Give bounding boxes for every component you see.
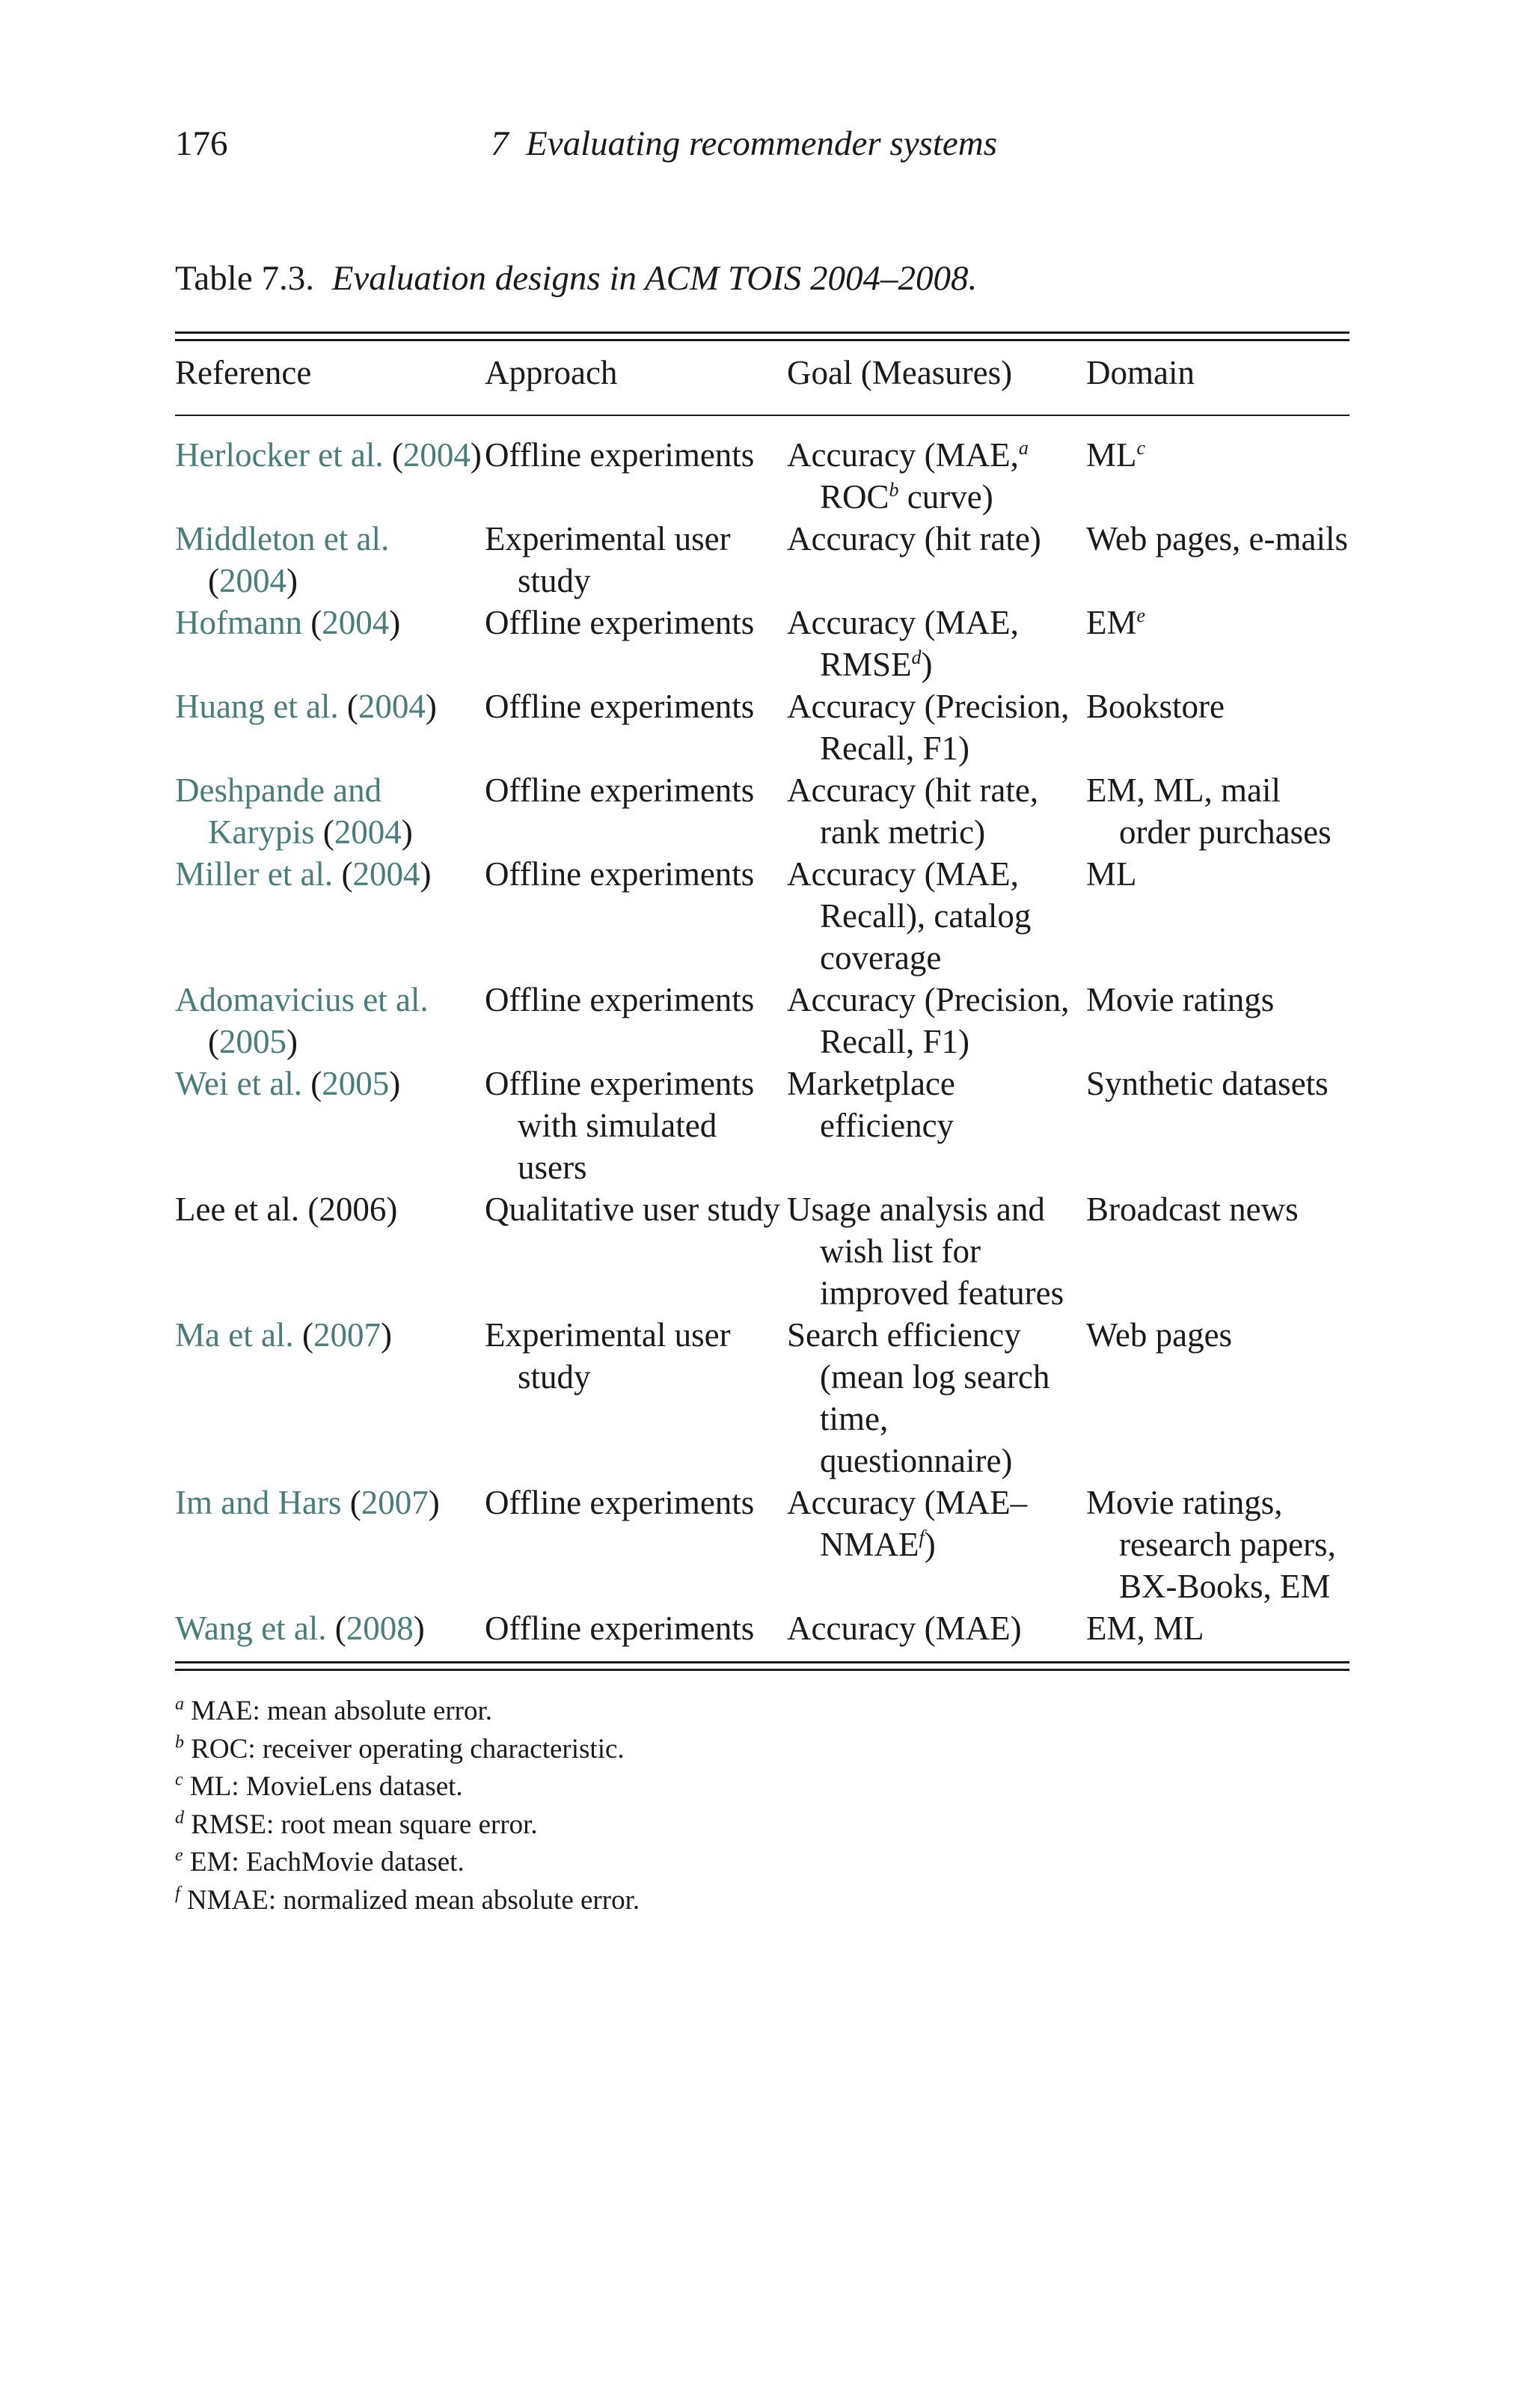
approach-text: Offline experiments [485, 855, 755, 893]
domain-text [1086, 434, 1349, 476]
reference-paren-close: ) [413, 1610, 425, 1647]
footnote-text: ML: MovieLens dataset. [189, 1771, 463, 1802]
reference-text [175, 1188, 485, 1230]
reference-text [175, 434, 485, 476]
reference-year-link[interactable]: 2005 [322, 1065, 390, 1102]
text-segment: Accuracy (Precision, Recall, F1) [787, 688, 1070, 767]
text-segment: Accuracy (Precision, Recall, F1) [787, 981, 1070, 1060]
table-row [175, 853, 1349, 979]
text-segment: Web pages, e-mails [1086, 520, 1349, 557]
text-segment: Movie ratings, research papers, BX-Books, EM [1086, 1484, 1336, 1605]
text-segment: EM, ML [1086, 1610, 1204, 1647]
goal-cell [787, 1314, 1086, 1482]
reference-text [175, 685, 485, 727]
text-segment: ) [921, 646, 933, 683]
evaluation-table [175, 352, 1349, 1649]
reference-author-link: Lee et al. [175, 1191, 300, 1228]
text-segment: curve) [898, 478, 993, 516]
text-segment: EM, ML, mail order purchases [1086, 771, 1332, 851]
approach-cell [485, 685, 787, 769]
text-segment: Search efficiency (mean log search time, questionnaire) [787, 1316, 1050, 1479]
domain-cell [1086, 853, 1349, 979]
reference-cell [175, 1607, 485, 1649]
approach-cell [485, 1188, 787, 1314]
domain-cell [1086, 769, 1349, 853]
goal-cell [787, 853, 1086, 979]
approach-text: Offline experiments [485, 688, 755, 725]
domain-cell [1086, 1482, 1349, 1607]
reference-paren-close: ) [389, 604, 401, 641]
table-row [175, 1188, 1349, 1314]
reference-paren-close: ) [470, 436, 482, 474]
bottom-rule-1 [175, 1661, 1349, 1663]
reference-text [175, 1607, 485, 1649]
text-segment: Movie ratings [1086, 981, 1275, 1018]
text-segment: Accuracy (hit rate) [787, 520, 1041, 557]
table-row [175, 769, 1349, 853]
domain-cell [1086, 979, 1349, 1063]
reference-paren-close: ) [401, 813, 413, 851]
goal-text [787, 853, 1086, 979]
reference-paren-open: ( [338, 688, 358, 725]
goal-cell [787, 1607, 1086, 1649]
footnote-mark: a [175, 1694, 184, 1714]
text-segment: Web pages [1086, 1316, 1233, 1354]
domain-text [1086, 1314, 1349, 1356]
reference-paren-open: ( [299, 1191, 319, 1228]
text-segment: Usage analysis and wish list for improved features [787, 1191, 1064, 1312]
reference-cell [175, 602, 485, 685]
footnote-mark: d [175, 1808, 184, 1828]
footnote [175, 1844, 1349, 1882]
reference-text [175, 1063, 485, 1104]
text-segment: Broadcast news [1086, 1191, 1299, 1228]
footnote-text: MAE: mean absolute error. [191, 1696, 493, 1726]
goal-text [787, 685, 1086, 769]
reference-cell [175, 413, 485, 518]
approach-cell [485, 518, 787, 602]
chapter-title: 7 Evaluating recommender systems [491, 124, 998, 163]
goal-text [787, 1314, 1086, 1482]
table-row [175, 1482, 1349, 1607]
reference-year-link[interactable]: 2004 [402, 436, 471, 474]
reference-cell [175, 853, 485, 979]
reference-year-link[interactable]: 2004 [219, 562, 287, 599]
footnote [175, 1731, 1349, 1769]
domain-text [1086, 518, 1349, 560]
approach-text: Offline experiments [485, 1484, 755, 1521]
text-segment: Accuracy (MAE, RMSE [787, 604, 1019, 683]
footnote-marker: b [889, 479, 899, 501]
header-goal: Goal (Measures) [787, 354, 1013, 391]
reference-paren-close: ) [386, 1191, 398, 1228]
reference-author-link[interactable]: Deshpande and Karypis [175, 771, 382, 851]
approach-text: Experimental user study [485, 520, 731, 599]
reference-year-link[interactable]: 2007 [361, 1484, 429, 1521]
footnote [175, 1693, 1349, 1731]
text-segment: ROC [820, 478, 889, 516]
domain-cell [1086, 518, 1349, 602]
text-segment: ) [924, 1526, 936, 1563]
goal-cell [787, 518, 1086, 602]
approach-cell [485, 413, 787, 518]
reference-text [175, 602, 485, 644]
goal-cell [787, 685, 1086, 769]
reference-paren-open: ( [383, 436, 403, 474]
table-row [175, 1607, 1349, 1649]
approach-cell [485, 769, 787, 853]
header-rule [175, 415, 1349, 416]
footnote-text: EM: EachMovie dataset. [189, 1847, 465, 1877]
approach-text: Offline experiments with simulated users [485, 1065, 755, 1186]
reference-paren-open: ( [208, 562, 219, 599]
reference-text [175, 979, 485, 1063]
reference-text [175, 769, 485, 853]
approach-cell [485, 1314, 787, 1482]
footnote-marker: e [1136, 605, 1146, 626]
goal-text [787, 1607, 1086, 1649]
reference-text [175, 853, 485, 895]
domain-cell [1086, 1314, 1349, 1482]
reference-author-link[interactable]: Huang et al. [175, 688, 339, 725]
table-row [175, 602, 1349, 685]
goal-cell [787, 979, 1086, 1063]
approach-text: Offline experiments [485, 436, 755, 474]
text-segment: Accuracy (MAE, Recall), catalog coverage [787, 855, 1032, 977]
top-rule-1 [175, 331, 1349, 334]
reference-paren-close: ) [425, 688, 437, 725]
domain-text [1086, 979, 1349, 1021]
text-segment: Marketplace efficiency [787, 1065, 955, 1144]
domain-cell [1086, 602, 1349, 685]
reference-year-link[interactable]: 2005 [219, 1023, 287, 1060]
reference-paren-open: ( [293, 1316, 313, 1354]
reference-paren-open: ( [302, 1065, 322, 1102]
text-segment: Accuracy (MAE, [787, 436, 1019, 474]
domain-text [1086, 1188, 1349, 1230]
reference-year-link[interactable]: 2004 [334, 813, 402, 851]
footnote-mark: c [175, 1770, 183, 1790]
table-body [175, 413, 1349, 1649]
domain-text [1086, 853, 1349, 895]
reference-paren-close: ) [287, 1023, 298, 1060]
running-head [175, 123, 1349, 176]
reference-cell [175, 1482, 485, 1607]
goal-text [787, 769, 1086, 853]
reference-author-link[interactable]: Herlocker et al. [175, 436, 384, 474]
approach-text: Qualitative user study [485, 1191, 780, 1228]
approach-cell [485, 853, 787, 979]
reference-year-link[interactable]: 2004 [358, 688, 426, 725]
reference-paren-close: ) [287, 562, 298, 599]
text-segment: ML [1086, 855, 1137, 893]
reference-text [175, 1482, 485, 1524]
reference-cell [175, 685, 485, 769]
reference-paren-close: ) [420, 855, 432, 893]
text-segment: Synthetic datasets [1086, 1065, 1329, 1102]
text-segment: Accuracy (hit rate, rank metric) [787, 771, 1039, 851]
reference-cell [175, 979, 485, 1063]
table-row [175, 1314, 1349, 1482]
footnote [175, 1806, 1349, 1845]
header-reference: Reference [175, 354, 312, 391]
approach-text: Offline experiments [485, 981, 755, 1018]
reference-author-link[interactable]: Adomavicius et al. [175, 981, 429, 1018]
page-number: 176 [175, 124, 228, 163]
reference-paren-open: ( [301, 604, 322, 641]
approach-text: Offline experiments [485, 604, 755, 641]
footnote-mark: b [175, 1732, 184, 1752]
approach-cell [485, 602, 787, 685]
table-label: Table 7.3. [175, 259, 314, 298]
footnote-marker: d [911, 647, 922, 668]
reference-year-link[interactable]: 2004 [322, 604, 390, 641]
footnote-mark: f [175, 1883, 180, 1904]
goal-cell [787, 1188, 1086, 1314]
domain-text [1086, 602, 1349, 644]
domain-text [1086, 769, 1349, 853]
reference-year-link[interactable]: 2008 [346, 1610, 414, 1647]
goal-text [787, 979, 1086, 1063]
footnote-marker: a [1018, 437, 1029, 459]
text-segment: EM [1086, 604, 1137, 641]
domain-text [1086, 685, 1349, 727]
header-row [175, 352, 1349, 413]
goal-text [787, 518, 1086, 560]
reference-author-link[interactable]: Middleton et al. [175, 520, 390, 557]
reference-paren-open: ( [341, 1484, 361, 1521]
reference-text [175, 518, 485, 602]
footnote-text: NMAE: normalized mean absolute error. [186, 1884, 640, 1916]
reference-author-link[interactable]: Miller et al. [175, 855, 334, 893]
approach-cell [485, 1063, 787, 1188]
footnote [175, 1768, 1349, 1806]
top-rule-2 [175, 339, 1349, 341]
footnote-text: RMSE: root mean square error. [191, 1809, 538, 1840]
goal-cell [787, 769, 1086, 853]
reference-cell [175, 769, 485, 853]
domain-cell [1086, 1063, 1349, 1188]
reference-cell [175, 1314, 485, 1482]
reference-year-link: 2006 [319, 1191, 387, 1228]
approach-text: Offline experiments [485, 1610, 755, 1647]
domain-text [1086, 1063, 1349, 1104]
approach-text: Offline experiments [485, 771, 755, 809]
approach-text: Experimental user study [485, 1316, 731, 1396]
reference-paren-open: ( [333, 855, 353, 893]
reference-paren-close: ) [428, 1484, 440, 1521]
approach-cell [485, 979, 787, 1063]
goal-text [787, 1482, 1086, 1565]
reference-author-link[interactable]: Wang et al. [175, 1610, 327, 1647]
bottom-rule-2 [175, 1669, 1349, 1671]
reference-text [175, 1314, 485, 1356]
reference-paren-close: ) [380, 1316, 392, 1354]
table-row [175, 1063, 1349, 1188]
footnote-text: ROC: receiver operating characteristic. [191, 1733, 625, 1764]
reference-year-link[interactable]: 2007 [313, 1316, 381, 1354]
reference-author-link[interactable]: Hofmann [175, 604, 302, 641]
table-row [175, 685, 1349, 769]
footnotes [175, 1693, 1349, 1919]
domain-text [1086, 1607, 1349, 1649]
table-row [175, 979, 1349, 1063]
domain-cell [1086, 685, 1349, 769]
reference-author-link[interactable]: Ma et al. [175, 1316, 294, 1354]
approach-cell [485, 1482, 787, 1607]
goal-text [787, 1063, 1086, 1146]
reference-cell [175, 1063, 485, 1188]
reference-author-link[interactable]: Wei et al. [175, 1065, 303, 1102]
goal-cell [787, 1482, 1086, 1607]
reference-cell [175, 1188, 485, 1314]
reference-cell [175, 518, 485, 602]
goal-text [787, 602, 1086, 685]
table-row [175, 413, 1349, 518]
footnote-mark: e [175, 1845, 183, 1865]
reference-author-link[interactable]: Im and Hars [175, 1484, 342, 1521]
text-segment: ML [1086, 436, 1137, 474]
domain-cell [1086, 1188, 1349, 1314]
domain-cell [1086, 1607, 1349, 1649]
footnote [175, 1882, 1349, 1920]
goal-cell [787, 1063, 1086, 1188]
goal-text [787, 434, 1086, 518]
text-segment: Bookstore [1086, 688, 1225, 725]
reference-paren-open: ( [326, 1610, 346, 1647]
goal-cell [787, 413, 1086, 518]
table-caption [175, 258, 977, 299]
reference-paren-open: ( [314, 813, 334, 851]
approach-cell [485, 1607, 787, 1649]
text-segment: Accuracy (MAE) [787, 1610, 1022, 1647]
text-segment: Accuracy (MAE–NMAE [787, 1484, 1028, 1563]
goal-text [787, 1188, 1086, 1314]
domain-text [1086, 1482, 1349, 1607]
reference-paren-open: ( [208, 1023, 219, 1060]
goal-cell [787, 602, 1086, 685]
table-title: Evaluation designs in ACM TOIS 2004–2008. [331, 259, 978, 298]
domain-cell [1086, 413, 1349, 518]
table-row [175, 518, 1349, 602]
reference-year-link[interactable]: 2004 [352, 855, 420, 893]
header-domain: Domain [1086, 354, 1195, 391]
footnote-marker: c [1136, 437, 1146, 459]
footnote-marker: f [919, 1527, 925, 1548]
header-approach: Approach [485, 354, 618, 391]
reference-paren-close: ) [389, 1065, 401, 1102]
